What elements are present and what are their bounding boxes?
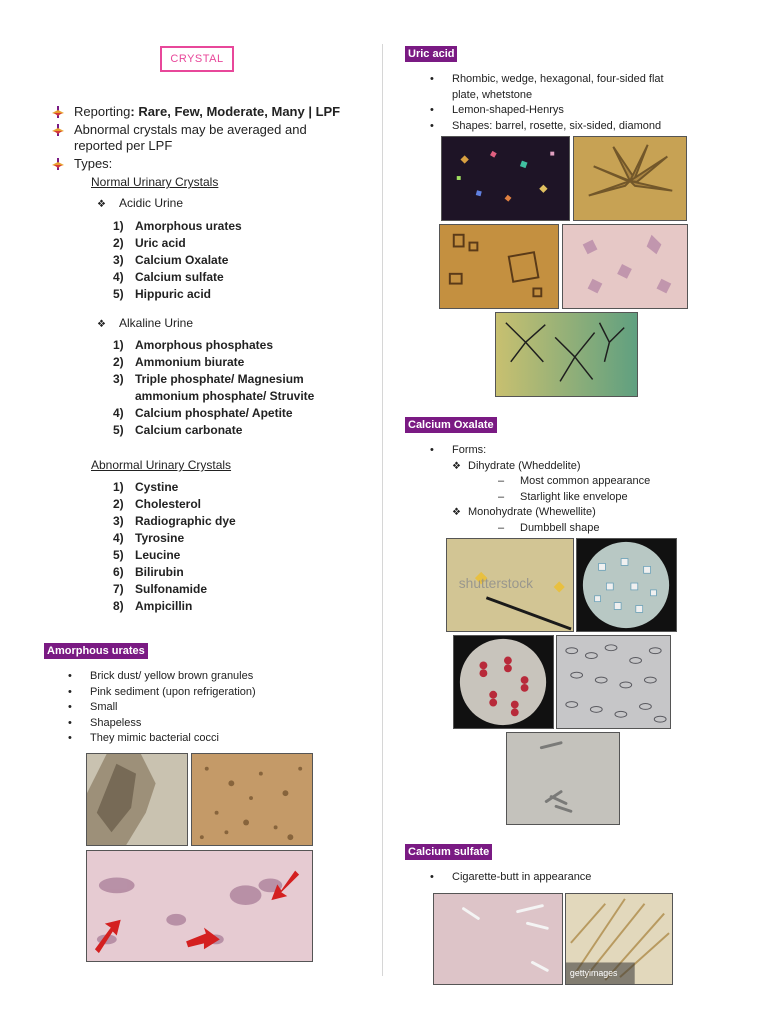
- list-item: • Lemon-shaped-Henrys: [430, 104, 564, 116]
- list-item: – Most common appearance: [498, 475, 651, 487]
- fancy-bullet-icon: [52, 124, 64, 136]
- abnormal-crystals-heading: Abnormal Urinary Crystals: [91, 458, 232, 472]
- diamond-bullet-icon: ❖: [452, 460, 461, 472]
- uric-acid-label: Uric acid: [405, 46, 457, 62]
- oxalate-micrograph-5: [506, 732, 620, 825]
- normal-crystals-heading: Normal Urinary Crystals: [91, 175, 219, 189]
- abnormal-note-line1: Abnormal crystals may be averaged and: [74, 122, 307, 137]
- list-item: • Brick dust/ yellow brown granules: [68, 670, 254, 682]
- uric-acid-micrograph-4: [562, 224, 688, 309]
- shutterstock-watermark: shutterstock: [458, 575, 534, 591]
- list-item: • They mimic bacterial cocci: [68, 732, 219, 744]
- amorphous-micrograph-3: [86, 850, 313, 962]
- types-label: Types:: [74, 156, 113, 171]
- list-item: ❖ Monohydrate (Whewellite): [430, 505, 650, 521]
- list-item: • Cigarette-butt in appearance: [430, 871, 592, 883]
- amorphous-micrograph-1: [86, 753, 188, 846]
- list-item: 3) Calcium Oxalate: [113, 253, 229, 267]
- reporting-list: [52, 104, 340, 174]
- reporting-prefix: Reporting: [74, 104, 131, 119]
- list-item: • Shapes: barrel, rosette, six-sided, diamond: [430, 119, 662, 132]
- alkaline-urine-label: ❖ Alkaline Urine: [97, 316, 194, 330]
- amorphous-micrograph-2: [191, 753, 313, 846]
- fancy-bullet-icon: [52, 106, 64, 118]
- abnormal-list: [113, 479, 236, 615]
- list-item: 1) Cystine: [113, 480, 179, 494]
- calcium-sulfate-label: Calcium sulfate: [405, 844, 492, 860]
- acidic-list: [113, 218, 242, 303]
- list-item: – Dumbbell shape: [498, 521, 600, 534]
- uric-acid-micrograph-3: [439, 224, 559, 309]
- list-item: 1) Amorphous phosphates: [113, 338, 274, 352]
- uric-acid-micrograph-1: [441, 136, 570, 221]
- diamond-bullet-icon: ❖: [97, 319, 106, 330]
- list-item: 5) Leucine: [113, 548, 181, 562]
- amorphous-urates-label: Amorphous urates: [44, 643, 148, 659]
- list-item: • Rhombic, wedge, hexagonal, four-sided flat: [430, 73, 664, 85]
- list-item: 5) Calcium carbonate: [113, 423, 243, 437]
- reporting-item: [52, 122, 340, 154]
- oxalate-forms: [430, 443, 650, 536]
- reporting-item: [52, 156, 340, 172]
- list-item: 4) Calcium sulfate: [113, 270, 224, 284]
- uric-acid-micrograph-2: [573, 136, 687, 221]
- reporting-item: [52, 104, 340, 120]
- amorphous-bullets: [68, 669, 256, 747]
- oxalate-micrograph-2: [576, 538, 677, 632]
- list-item: 2) Uric acid: [113, 236, 186, 250]
- list-item: • Forms:: [430, 444, 487, 456]
- list-item: 3) Triple phosphate/ Magnesium: [113, 372, 304, 386]
- page-title: CRYSTAL: [160, 46, 234, 72]
- list-item: 2) Cholesterol: [113, 497, 202, 511]
- diamond-bullet-icon: ❖: [97, 199, 106, 210]
- reporting-values: : Rare, Few, Moderate, Many | LPF: [130, 104, 341, 119]
- oxalate-micrograph-3: [453, 635, 554, 729]
- list-item: 4) Tyrosine: [113, 531, 185, 545]
- list-item: 7) Sulfonamide: [113, 582, 208, 596]
- list-item: • Pink sediment (upon refrigeration): [68, 685, 256, 698]
- calcium-oxalate-label: Calcium Oxalate: [405, 417, 497, 433]
- uric-acid-bullets: [430, 72, 664, 134]
- list-item: • Shapeless: [68, 716, 142, 729]
- fancy-bullet-icon: [52, 158, 64, 170]
- abnormal-note-line2: reported per LPF: [74, 138, 173, 153]
- list-item: 8) Ampicillin: [113, 599, 193, 613]
- column-divider: [382, 44, 383, 976]
- list-item: 5) Hippuric acid: [113, 287, 212, 301]
- list-item: 1) Amorphous urates: [113, 219, 242, 233]
- uric-acid-micrograph-5: [495, 312, 638, 397]
- list-item: ❖ Dihydrate (Wheddelite): [430, 459, 650, 475]
- list-item: • Small: [68, 701, 118, 713]
- list-item: 4) Calcium phosphate/ Apetite: [113, 406, 293, 420]
- oxalate-micrograph-1: [446, 538, 574, 632]
- diamond-bullet-icon: ❖: [452, 507, 461, 518]
- acidic-urine-label: ❖ Acidic Urine: [97, 196, 184, 210]
- list-item: plate, whetstone: [452, 88, 533, 101]
- oxalate-micrograph-4: [556, 635, 671, 729]
- list-item: ammonium phosphate/ Struvite: [135, 389, 315, 403]
- list-item: – Starlight like envelope: [498, 490, 628, 503]
- sulfate-micrograph-1: [433, 893, 563, 985]
- sulfate-micrograph-2: [565, 893, 673, 985]
- alkaline-list: [113, 337, 314, 439]
- gettyimages-watermark: gettyimages: [569, 968, 618, 979]
- list-item: 3) Radiographic dye: [113, 514, 236, 528]
- list-item: 6) Bilirubin: [113, 565, 184, 579]
- sulfate-bullets: [430, 870, 591, 886]
- list-item: 2) Ammonium biurate: [113, 355, 245, 369]
